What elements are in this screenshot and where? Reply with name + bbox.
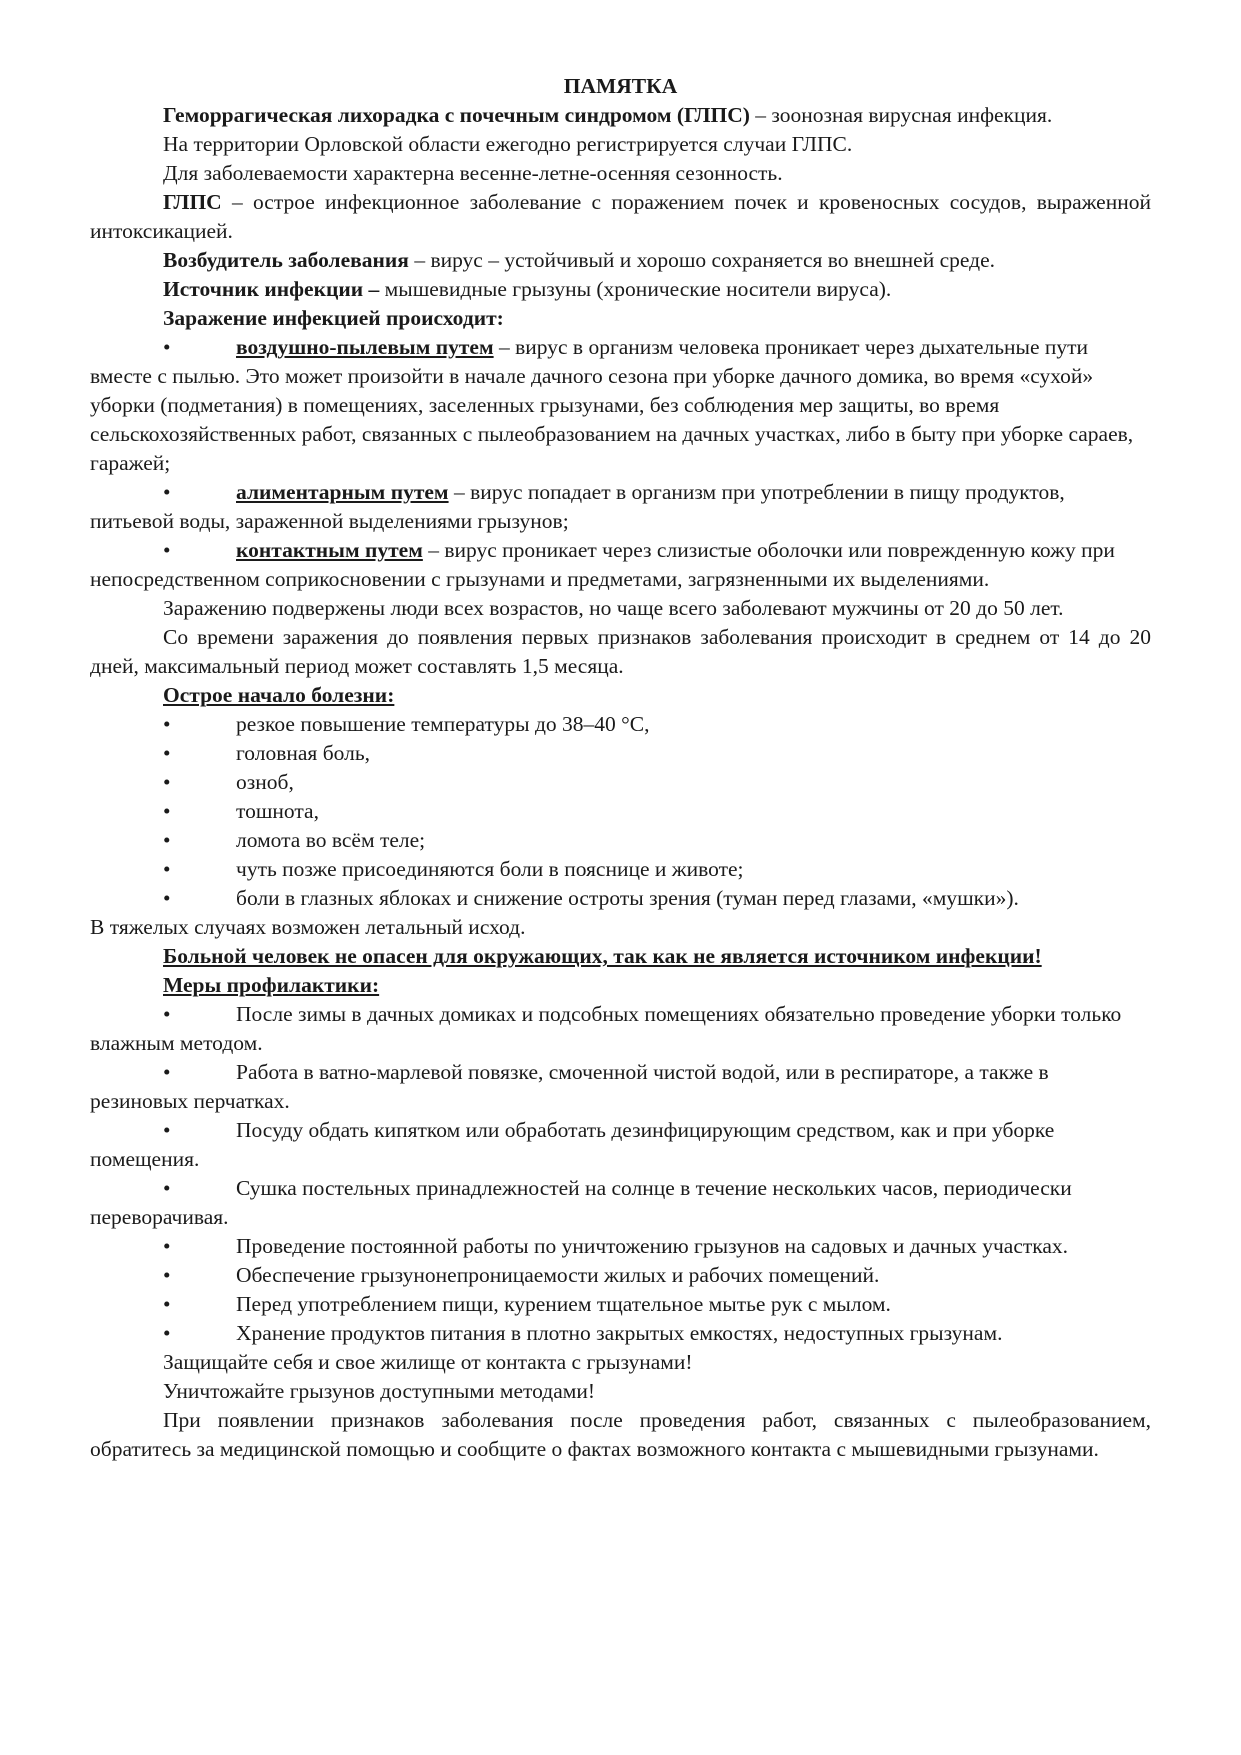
protect-paragraph: Защищайте себя и свое жилище от контакта с грызунами! bbox=[163, 1350, 693, 1374]
glps-description: – острое инфекционное заболевание с поражением почек и кровеносных сосудов, выраженной интоксикацией. bbox=[90, 190, 1151, 243]
bullet-icon: • bbox=[163, 1002, 171, 1026]
bullet-icon: • bbox=[163, 335, 171, 359]
prevention-heading-text: Меры профилактики: bbox=[163, 973, 380, 997]
transmission-term: воздушно-пылевым путем bbox=[236, 335, 494, 359]
transmission-term: алиментарным путем bbox=[236, 480, 449, 504]
transmission-text: – вирус попадает в организм при употреблении в пищу продуктов, питьевой воды, зараженной выделениями грызунов; bbox=[90, 480, 1065, 533]
symptom-item bbox=[90, 710, 1151, 739]
bullet-icon: • bbox=[163, 886, 171, 910]
source-description: мышевидные грызуны (хронические носители вируса). bbox=[379, 277, 892, 301]
symptom-item bbox=[90, 884, 1151, 913]
symptoms-heading bbox=[90, 681, 1151, 710]
prevention-text: Сушка постельных принадлежностей на солнце в течение нескольких часов, периодически переворачивая. bbox=[90, 1176, 1072, 1229]
bullet-icon: • bbox=[163, 1118, 171, 1142]
bullet-icon: • bbox=[163, 538, 171, 562]
destroy-paragraph: Уничтожайте грызунов доступными методами! bbox=[163, 1379, 596, 1403]
final-paragraph: При появлении признаков заболевания после проведения работ, связанных с пылеобразованием, обратитесь за медицинской помощью и сообщите о фактах возможного контакта с мышевидными грызунами. bbox=[90, 1408, 1151, 1461]
bullet-icon: • bbox=[163, 799, 171, 823]
intro-paragraph bbox=[90, 101, 1151, 130]
prevention-text: Проведение постоянной работы по уничтожению грызунов на садовых и дачных участках. bbox=[236, 1234, 1069, 1258]
disease-name: Геморрагическая лихорадка с почечным синдромом (ГЛПС) bbox=[163, 103, 750, 127]
symptom-text: головная боль, bbox=[236, 741, 371, 765]
bullet-icon: • bbox=[163, 1263, 171, 1287]
prevention-item bbox=[90, 1319, 1151, 1348]
bullet-icon: • bbox=[163, 1176, 171, 1200]
document-title: ПАМЯТКА bbox=[563, 74, 678, 98]
bullet-icon: • bbox=[163, 741, 171, 765]
region-paragraph: На территории Орловской области ежегодно регистрируется случаи ГЛПС. bbox=[163, 132, 853, 156]
bullet-icon: • bbox=[163, 1234, 171, 1258]
bullet-icon: • bbox=[163, 1292, 171, 1316]
glps-term: ГЛПС bbox=[163, 190, 222, 214]
prevention-text: Обеспечение грызунонепроницаемости жилых и рабочих помещений. bbox=[236, 1263, 880, 1287]
symptom-item bbox=[90, 855, 1151, 884]
transmission-text: – вирус в организм человека проникает через дыхательные пути вместе с пылью. Это может произойти в начале дачного сезона при уборке дачного домика, во время «сухой» уборки (подметания) в помещениях, заселенных грызунами, без соблюдения мер защиты, во время сельскохозяйственных работ, связанных с пылеобразованием на дачных участках, либо в быту при уборке сараев, гаражей; bbox=[90, 335, 1134, 475]
prevention-text: Работа в ватно-марлевой повязке, смоченной чистой водой, или в респираторе, а также в резиновых перчатках. bbox=[90, 1060, 1049, 1113]
symptom-text: чуть позже присоединяются боли в пояснице и животе; bbox=[236, 857, 744, 881]
severe-paragraph: В тяжелых случаях возможен летальный исход. bbox=[90, 915, 526, 939]
bullet-icon: • bbox=[163, 712, 171, 736]
bullet-icon: • bbox=[163, 1321, 171, 1345]
transmission-heading bbox=[90, 304, 1151, 333]
transmission-heading-text: Заражение инфекцией происходит: bbox=[163, 306, 504, 330]
transmission-item-airborne bbox=[90, 333, 1151, 478]
glps-paragraph bbox=[90, 188, 1151, 246]
agent-paragraph bbox=[90, 246, 1151, 275]
season-paragraph: Для заболеваемости характерна весенне-летне-осенняя сезонность. bbox=[163, 161, 783, 185]
prevention-text: Перед употреблением пищи, курением тщательное мытье рук с мылом. bbox=[236, 1292, 891, 1316]
symptom-text: тошнота, bbox=[236, 799, 319, 823]
symptom-text: резкое повышение температуры до 38–40 °С, bbox=[236, 712, 650, 736]
prevention-item bbox=[90, 1261, 1151, 1290]
incubation-paragraph: Со времени заражения до появления первых признаков заболевания происходит в среднем от 14 до 20 дней, максимальный период может составлять 1,5 месяца. bbox=[90, 625, 1151, 678]
age-paragraph: Заражению подвержены люди всех возрастов, но чаще всего заболевают мужчины от 20 до 50 лет. bbox=[163, 596, 1064, 620]
prevention-text: Хранение продуктов питания в плотно закрытых емкостях, недоступных грызунам. bbox=[236, 1321, 1003, 1345]
agent-term: Возбудитель заболевания bbox=[163, 248, 409, 272]
prevention-heading bbox=[90, 971, 1151, 1000]
source-term: Источник инфекции – bbox=[163, 277, 380, 301]
agent-description: – вирус – устойчивый и хорошо сохраняется во внешней среде. bbox=[408, 248, 995, 272]
symptom-item bbox=[90, 739, 1151, 768]
transmission-item-contact bbox=[90, 536, 1151, 594]
symptom-text: ломота во всём теле; bbox=[236, 828, 426, 852]
bullet-icon: • bbox=[163, 770, 171, 794]
bullet-icon: • bbox=[163, 828, 171, 852]
prevention-text: После зимы в дачных домиках и подсобных помещениях обязательно проведение уборки только влажным методом. bbox=[90, 1002, 1122, 1055]
transmission-term: контактным путем bbox=[236, 538, 423, 562]
warning-paragraph: Больной человек не опасен для окружающих, так как не является источником инфекции! bbox=[163, 944, 1042, 968]
symptom-text: боли в глазных яблоках и снижение остроты зрения (туман перед глазами, «мушки»). bbox=[236, 886, 1019, 910]
symptoms-heading-text: Острое начало болезни: bbox=[163, 683, 395, 707]
prevention-item bbox=[90, 1232, 1151, 1261]
prevention-item bbox=[90, 1000, 1151, 1058]
source-paragraph bbox=[90, 275, 1151, 304]
symptom-text: озноб, bbox=[236, 770, 294, 794]
disease-definition: – зоонозная вирусная инфекция. bbox=[749, 103, 1053, 127]
bullet-icon: • bbox=[163, 1060, 171, 1084]
bullet-icon: • bbox=[163, 857, 171, 881]
symptom-item bbox=[90, 797, 1151, 826]
prevention-item bbox=[90, 1058, 1151, 1116]
symptom-item bbox=[90, 826, 1151, 855]
transmission-text: – вирус проникает через слизистые оболочки или поврежденную кожу при непосредственном соприкосновении с грызунами и предметами, загрязненными их выделениями. bbox=[90, 538, 1115, 591]
prevention-text: Посуду обдать кипятком или обработать дезинфицирующим средством, как и при уборке помещения. bbox=[90, 1118, 1055, 1171]
bullet-icon: • bbox=[163, 480, 171, 504]
prevention-item bbox=[90, 1290, 1151, 1319]
transmission-item-alimentary bbox=[90, 478, 1151, 536]
prevention-item bbox=[90, 1116, 1151, 1174]
symptom-item bbox=[90, 768, 1151, 797]
prevention-item bbox=[90, 1174, 1151, 1232]
